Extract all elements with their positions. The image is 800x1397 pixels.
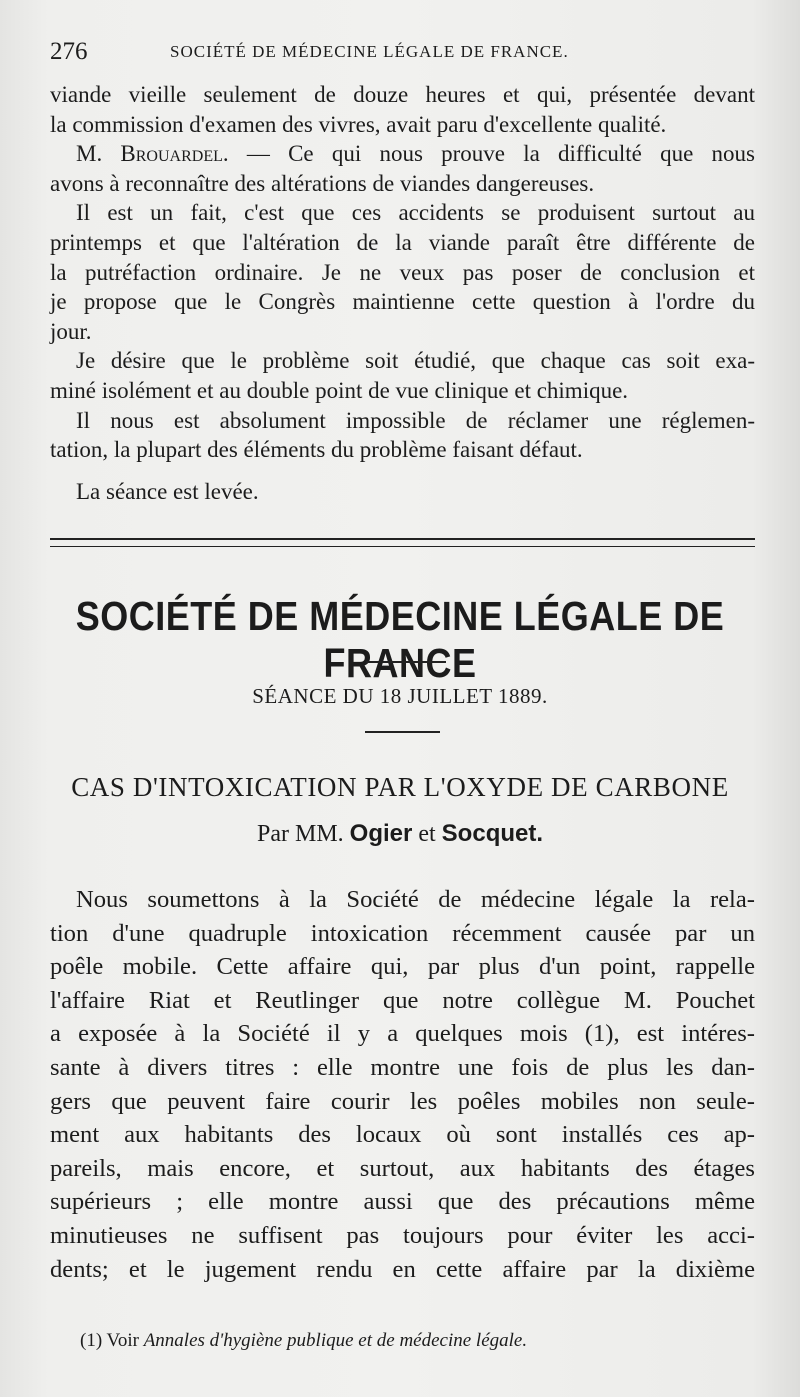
short-rule xyxy=(366,661,446,663)
paragraph xyxy=(50,198,755,346)
text-line: printemps et que l'altération de la viande paraît être différente de xyxy=(50,229,755,255)
article-body xyxy=(50,883,755,1286)
text-line: Il nous est absolument impossible de réclamer une réglemen- xyxy=(76,407,755,433)
byline xyxy=(0,820,800,848)
running-header xyxy=(50,38,755,68)
paragraph-brouardel xyxy=(50,139,755,198)
text-line xyxy=(50,139,755,169)
footnote xyxy=(80,1330,760,1352)
text-line: sante à divers titres : elle montre une fois de plus les dan- xyxy=(50,1053,755,1081)
text-line: Nous soumettons à la Société de médecine légale la rela- xyxy=(76,886,755,913)
author-name: Ogier xyxy=(349,820,413,847)
author-name: Socquet. xyxy=(441,820,544,847)
discussion-section xyxy=(50,80,755,506)
text-line: l'affaire Riat et Reutlinger que notre collègue M. Pouchet xyxy=(50,986,755,1014)
text-line: miné isolément et au double point de vue clinique et chimique. xyxy=(50,377,629,403)
article-title: CAS D'INTOXICATION PAR L'OXYDE DE CARBONE xyxy=(71,772,729,802)
footnote-journal: Annales d'hygiène publique et de médecine légale. xyxy=(143,1330,528,1351)
byline-prefix: Par MM. xyxy=(256,821,344,847)
text-line: la commission d'examen des vivres, avait paru d'excellente qualité. xyxy=(50,111,667,137)
text-line: la putréfaction ordinaire. Je ne veux pas poser de conclusion et xyxy=(50,259,755,285)
page-number: 276 xyxy=(50,38,88,65)
byline-and: et xyxy=(418,821,436,847)
text-line: pareils, mais encore, et surtout, aux habitants des étages xyxy=(50,1154,755,1182)
text-line: gers que peuvent faire courir les poêles mobiles non seule- xyxy=(50,1087,755,1115)
text-line: je propose que le Congrès maintienne cette question à l'ordre du xyxy=(50,289,755,315)
text-line: Je désire que le problème soit étudié, que chaque cas soit exa- xyxy=(76,348,755,374)
paragraph xyxy=(50,346,755,405)
text-line: jour. xyxy=(50,318,92,344)
text-line: a exposée à la Société il y a quelques mois (1), est intéres- xyxy=(50,1020,755,1048)
society-heading: SOCIÉTÉ DE MÉDECINE LÉGALE DE FRANCE xyxy=(75,592,725,686)
speaker-name: M. Brouardel. xyxy=(76,141,229,167)
paragraph xyxy=(50,883,755,1286)
session-date: SÉANCE DU 18 JUILLET 1889. xyxy=(252,684,548,708)
text-line: Il est un fait, c'est que ces accidents se produisent surtout au xyxy=(76,200,755,226)
paragraph-continued xyxy=(50,80,755,139)
footnote-prefix: (1) Voir xyxy=(80,1330,139,1351)
text-line: supérieurs ; elle montre aussi que des précautions même xyxy=(50,1188,755,1216)
paragraph xyxy=(50,406,755,465)
text-line: minutieuses ne suffisent pas toujours pour éviter les acci- xyxy=(50,1221,755,1249)
text-line: dents; et le jugement rendu en cette affaire par la dixième xyxy=(50,1255,755,1283)
short-rule xyxy=(365,731,440,733)
text-line: tation, la plupart des éléments du problème faisant défaut. xyxy=(50,437,583,463)
text-line: tion d'une quadruple intoxication récemment causée par un xyxy=(50,919,755,947)
text-line: poêle mobile. Cette affaire qui, par plus d'un point, rappelle xyxy=(50,953,755,981)
double-rule-divider xyxy=(50,538,755,547)
text-fragment: — Ce qui nous prouve la difficulté que nous xyxy=(228,141,755,167)
text-line: La séance est levée. xyxy=(76,478,259,504)
running-title: SOCIÉTÉ DE MÉDECINE LÉGALE DE FRANCE. xyxy=(170,42,569,61)
text-line: ment aux habitants des locaux où sont installés ces ap- xyxy=(50,1121,755,1149)
text-line: avons à reconnaître des altérations de viandes dangereuses. xyxy=(50,170,595,196)
closing-line xyxy=(50,477,755,507)
text-line: viande vieille seulement de douze heures et qui, présentée devant xyxy=(50,82,755,107)
